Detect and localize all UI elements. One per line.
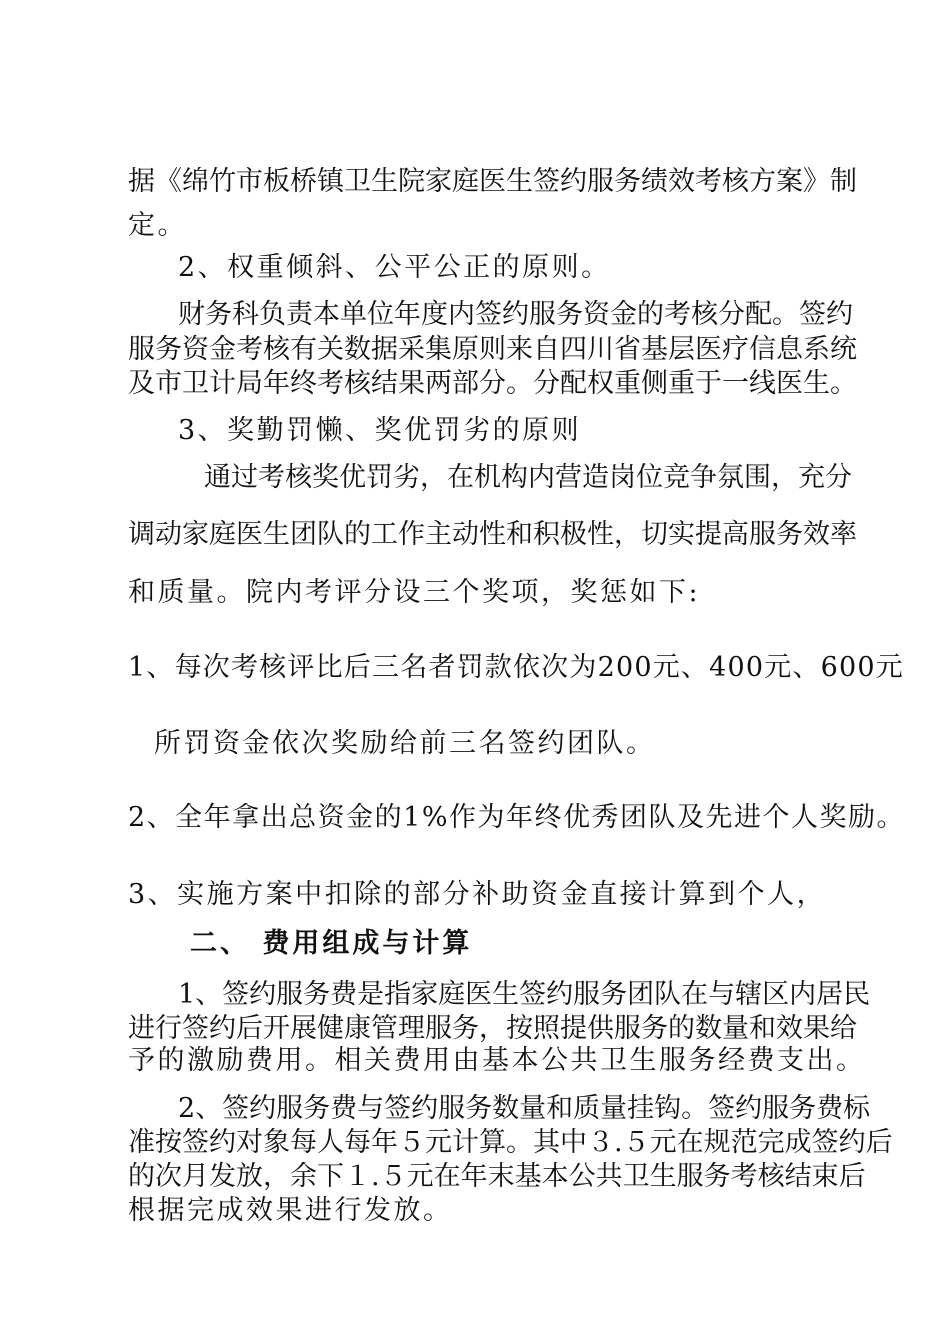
paragraph-line: 调动家庭医生团队的工作主动性和积极性，切实提高服务效率 bbox=[128, 519, 857, 550]
list-item: 1、每次考核评比后三名者罚款依次为200元、400元、600元 bbox=[128, 652, 904, 683]
list-item: 3、实施方案中扣除的部分补助资金直接计算到个人， bbox=[128, 879, 827, 910]
paragraph-line: 服务资金考核有关数据采集原则来自四川省基层医疗信息系统 bbox=[128, 334, 857, 365]
paragraph-line: 及市卫计局年终考核结果两部分。分配权重侧重于一线医生。 bbox=[128, 368, 857, 399]
paragraph-line: 2、签约服务费与签约服务数量和质量挂钩。签约服务费标 bbox=[178, 1093, 871, 1124]
paragraph-line: 1、签约服务费是指家庭医生签约服务团队在与辖区内居民 bbox=[178, 979, 871, 1010]
paragraph-line: 根据完成效果进行发放。 bbox=[128, 1195, 453, 1226]
paragraph-line: 通过考核奖优罚劣，在机构内营造岗位竞争氛围，充分 bbox=[204, 462, 852, 493]
paragraph-line: 定。 bbox=[128, 210, 187, 241]
list-item-continuation: 所罚资金依次奖励给前三名签约团队。 bbox=[154, 728, 656, 759]
paragraph-line: 予的激励费用。相关费用由基本公共卫生服务经费支出。 bbox=[128, 1045, 866, 1076]
list-item: 2、全年拿出总资金的1%作为年终优秀团队及先进个人奖励。 bbox=[128, 802, 906, 833]
section-subheading: 3、奖勤罚懒、奖优罚劣的原则 bbox=[178, 415, 582, 446]
paragraph-line: 据《绵竹市板桥镇卫生院家庭医生签约服务绩效考核方案》制 bbox=[128, 166, 857, 197]
paragraph-line: 财务科负责本单位年度内签约服务资金的考核分配。签约 bbox=[178, 299, 853, 330]
paragraph-line: 进行签约后开展健康管理服务，按照提供服务的数量和效果给 bbox=[128, 1013, 857, 1044]
section-heading: 二、 费用组成与计算 bbox=[190, 928, 473, 959]
paragraph-line: 准按签约对象每人每年５元计算。其中３.５元在规范完成签约后 bbox=[128, 1127, 893, 1158]
paragraph-line: 的次月发放，余下１.５元在年末基本公共卫生服务考核结束后 bbox=[128, 1161, 866, 1192]
paragraph-line: 和质量。院内考评分设三个奖项，奖惩如下: bbox=[128, 577, 701, 608]
section-subheading: 2、权重倾斜、公平公正的原则。 bbox=[178, 252, 611, 283]
